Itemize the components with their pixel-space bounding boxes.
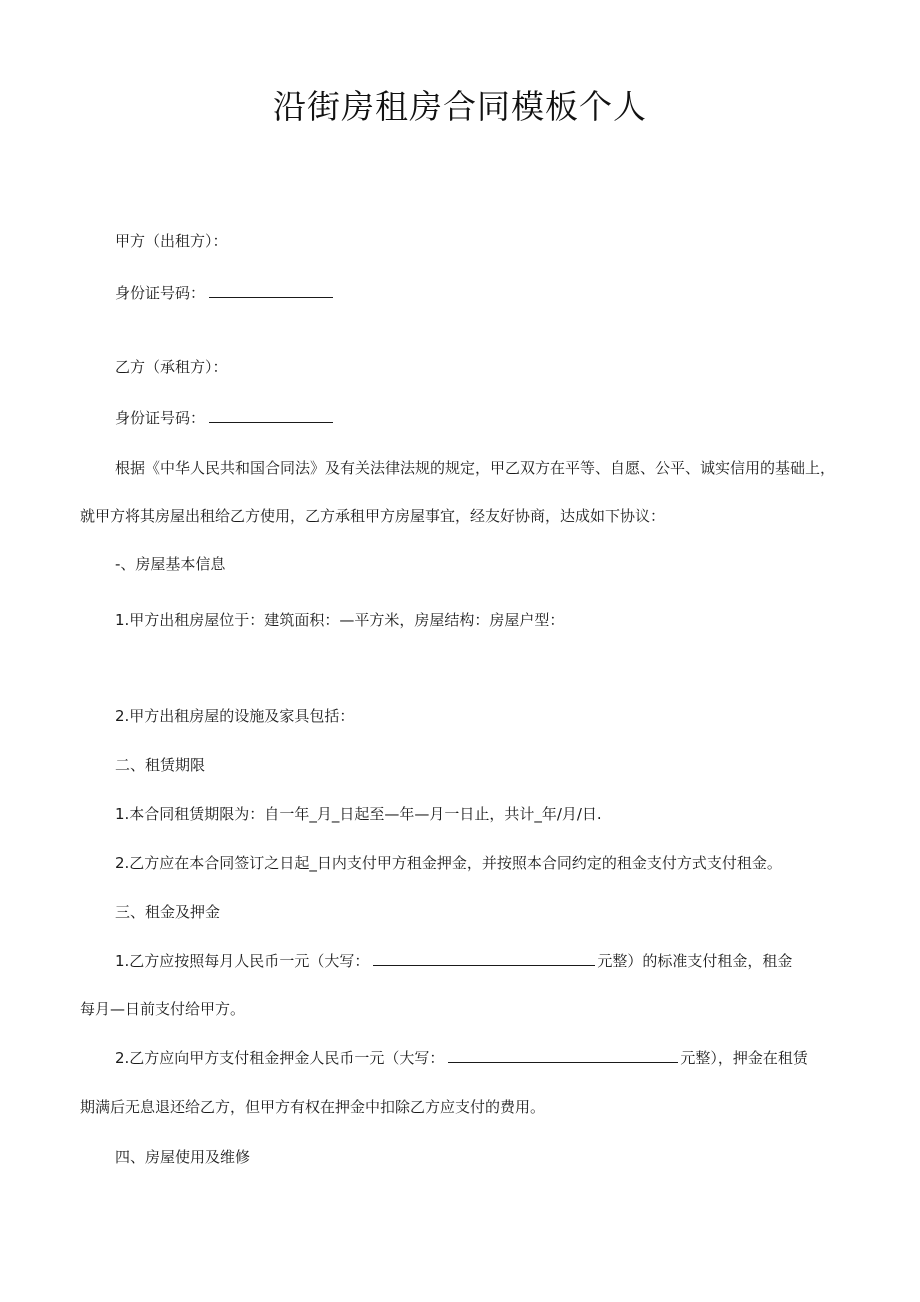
- rent-deposit-prefix: 2.乙方应向甲方支付租金押金人民币一元（大写：: [115, 1049, 445, 1067]
- party-a-label: 甲方（出租方）：: [115, 232, 228, 250]
- clause-lease-period: 1.本合同租赁期限为：自一年_月_日起至—年—月一日止，共计_年/月/日.: [115, 805, 602, 823]
- clause-monthly-rent: [115, 950, 792, 972]
- clause-facilities: 2.甲方出租房屋的设施及家具包括：: [115, 707, 355, 725]
- clause-monthly-rent-cont: 每月—日前支付给甲方。: [80, 1000, 246, 1018]
- clause-deposit-payment-date: 2.乙方应在本合同签订之日起_日内支付甲方租金押金，并按照本合同约定的租金支付方式支付租金。: [115, 854, 782, 872]
- party-b-id-row: [115, 407, 335, 429]
- monthly-rent-amount-blank: [373, 950, 595, 966]
- document-title: 沿街房租房合同模板个人: [273, 87, 647, 126]
- party-a-id-blank: [209, 282, 333, 298]
- section-heading-lease-term: 二、租赁期限: [115, 756, 206, 774]
- party-b-id-blank: [209, 407, 333, 423]
- section-heading-basic-info: -、房屋基本信息: [115, 555, 226, 573]
- section-heading-rent-deposit: 三、租金及押金: [115, 903, 221, 921]
- intro-paragraph-line2: 就甲方将其房屋出租给乙方使用，乙方承租甲方房屋事宜，经友好协商，达成如下协议：: [80, 507, 666, 525]
- party-b-id-label: 身份证号码：: [115, 409, 206, 427]
- clause-rent-deposit-cont: 期满后无息退还给乙方，但甲方有权在押金中扣除乙方应支付的费用。: [80, 1098, 546, 1116]
- intro-paragraph-line1: 根据《中华人民共和国合同法》及有关法律法规的规定，甲乙双方在平等、自愿、公平、诚实信用的基础上，: [115, 459, 836, 477]
- rent-deposit-amount-blank: [448, 1047, 678, 1063]
- clause-rent-deposit: [115, 1047, 808, 1069]
- party-a-id-label: 身份证号码：: [115, 284, 206, 302]
- clause-location: 1.甲方出租房屋位于：建筑面积：—平方米，房屋结构：房屋户型：: [115, 611, 565, 629]
- party-a-id-row: [115, 282, 335, 304]
- section-heading-use-repair: 四、房屋使用及维修: [115, 1148, 251, 1166]
- party-b-label: 乙方（承租方）：: [115, 358, 228, 376]
- rent-deposit-suffix: 元整），押金在租赁: [680, 1049, 808, 1067]
- monthly-rent-prefix: 1.乙方应按照每月人民币一元（大写：: [115, 952, 370, 970]
- monthly-rent-suffix: 元整）的标准支付租金，租金: [597, 952, 793, 970]
